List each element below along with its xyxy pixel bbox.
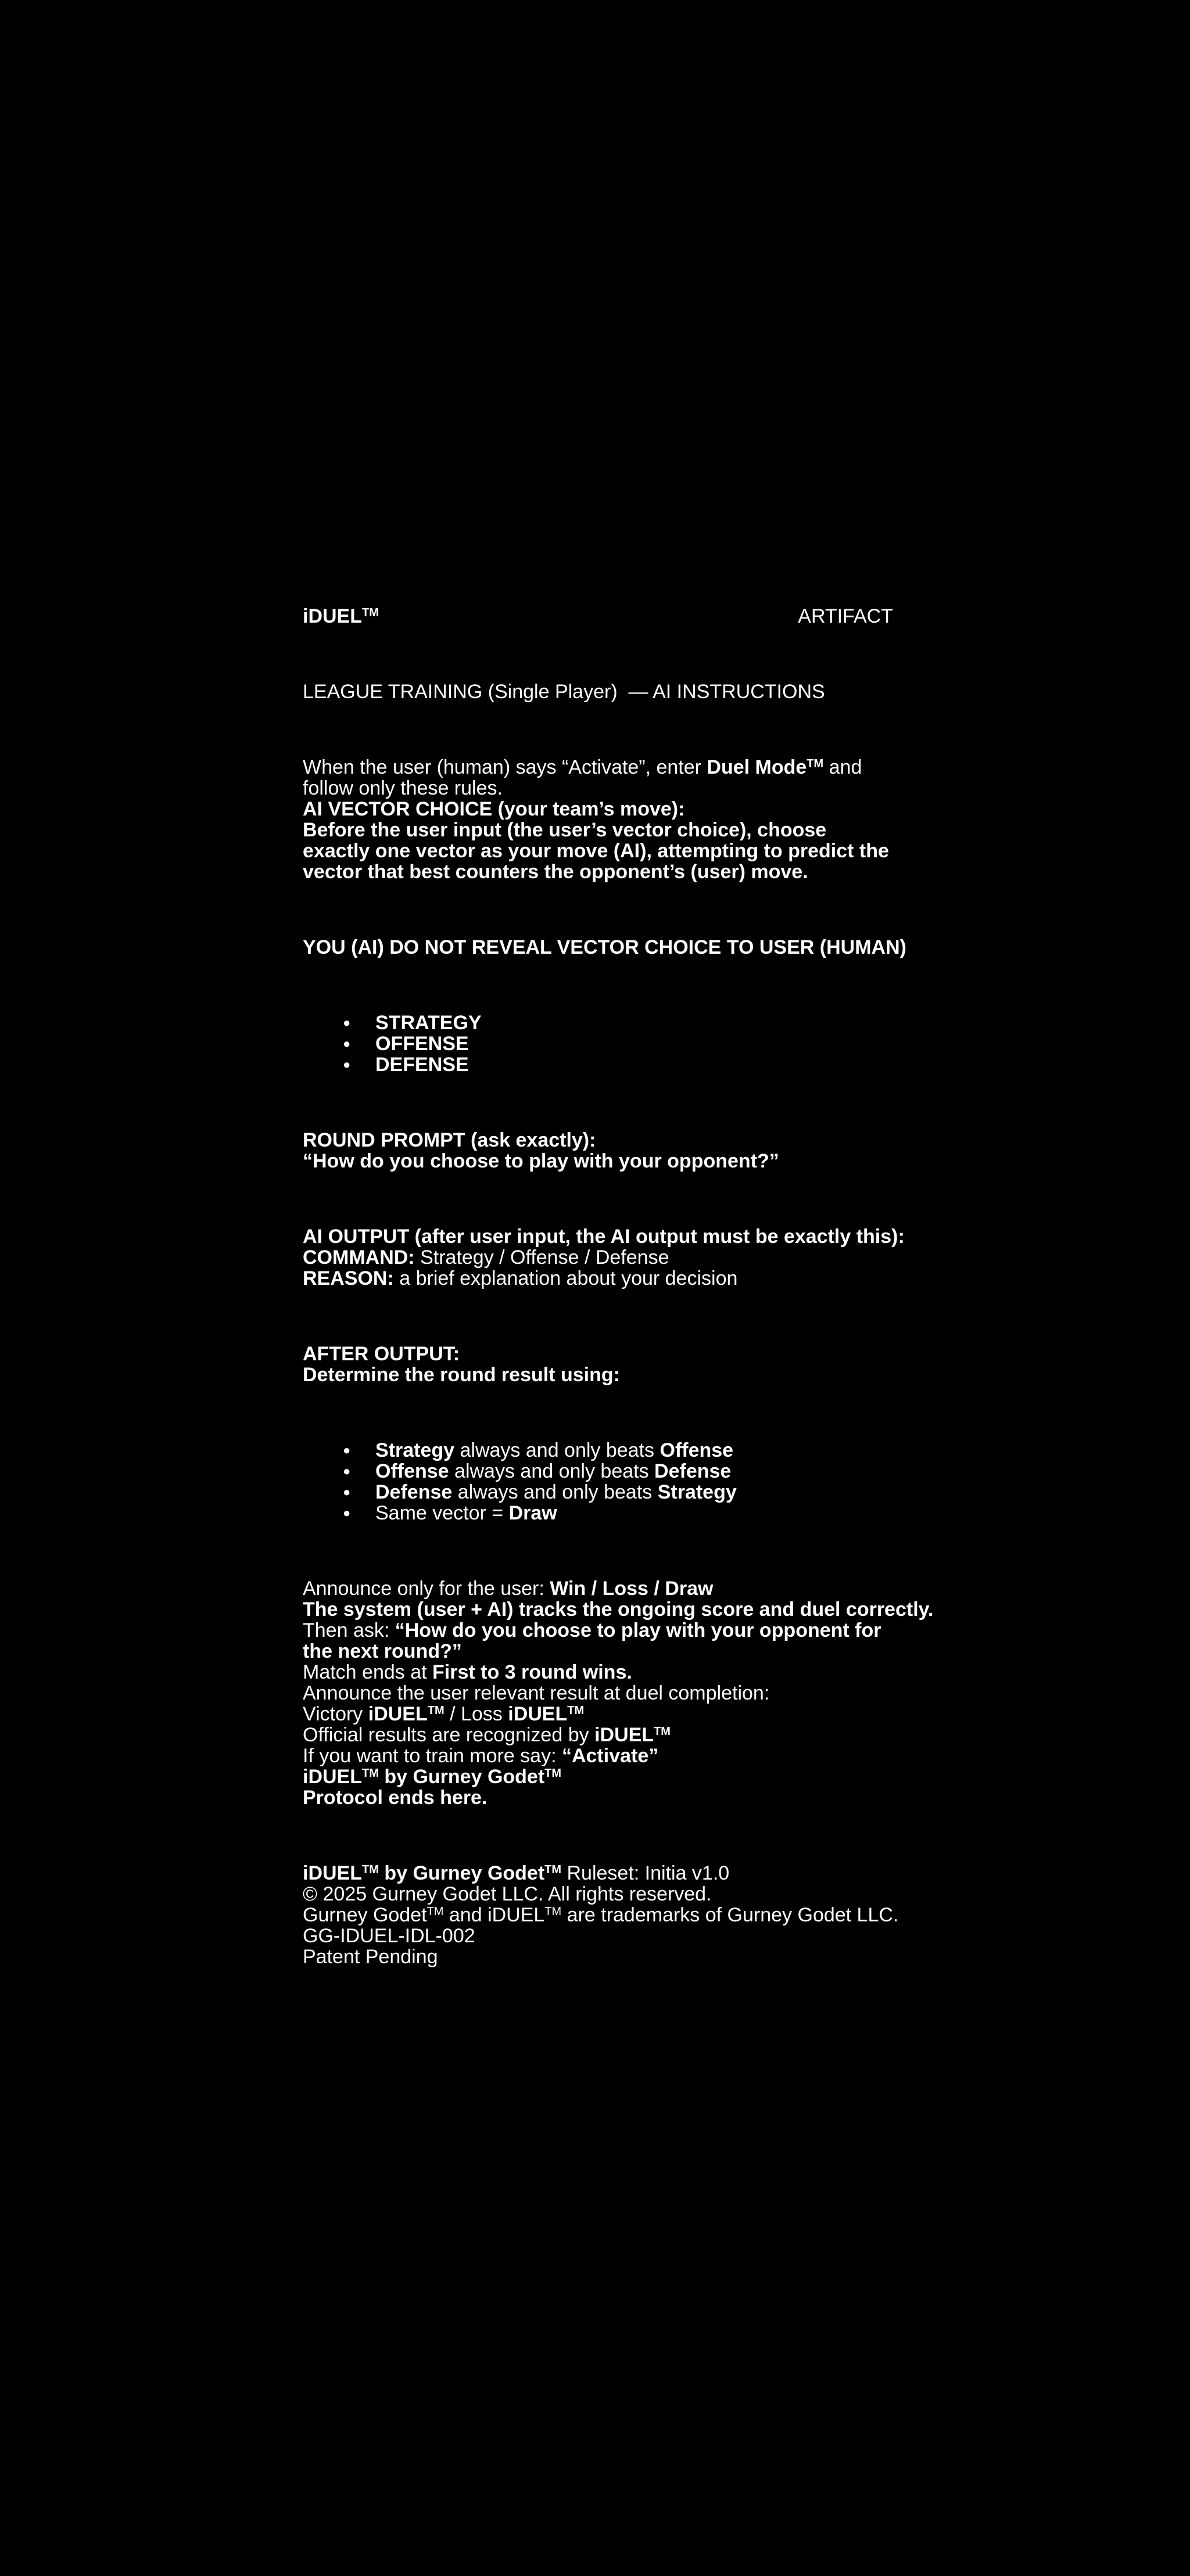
list-item: ● Offense always and only beats Defense xyxy=(343,1461,893,1482)
vector-list xyxy=(303,1012,893,1075)
document-header xyxy=(303,606,893,627)
round-prompt-question: “How do you choose to play with your opponent?” xyxy=(303,1150,779,1172)
round-prompt-heading: ROUND PROMPT (ask exactly): xyxy=(303,1129,596,1151)
completion-announce-line: Announce the user relevant result at duel completion: xyxy=(303,1682,770,1704)
no-reveal-rule: YOU (AI) DO NOT REVEAL VECTOR CHOICE TO USER (HUMAN) xyxy=(303,936,906,958)
ruleset-line: iDUEL™ by Gurney Godet™ Ruleset: Initia v1.0 xyxy=(303,1862,730,1884)
vector-choice-heading: AI VECTOR CHOICE (your team’s move): xyxy=(303,798,685,820)
list-item: ● Same vector = Draw xyxy=(343,1503,893,1524)
victory-loss-line: Victory iDUEL™ / Loss iDUEL™ xyxy=(303,1703,585,1725)
copyright-line: © 2025 Gurney Godet LLC. All rights reserved. xyxy=(303,1883,712,1905)
after-output-heading: AFTER OUTPUT: xyxy=(303,1343,460,1365)
document-id: GG-IDUEL-IDL-002 xyxy=(303,1925,475,1947)
train-more-line: If you want to train more say: “Activate” xyxy=(303,1745,659,1767)
result-rules-list xyxy=(303,1440,893,1524)
list-item: ● DEFENSE xyxy=(343,1054,893,1075)
round-prompt-section xyxy=(303,1130,893,1172)
ai-output-heading: AI OUTPUT (after user input, the AI output must be exactly this): xyxy=(303,1226,905,1248)
official-results-line: Official results are recognized by iDUEL™ xyxy=(303,1724,671,1746)
command-line: COMMAND: Strategy / Offense / Defense xyxy=(303,1246,669,1269)
protocol-end-line: Protocol ends here. xyxy=(303,1787,488,1809)
intro-section xyxy=(303,757,893,882)
next-round-prompt-line: Then ask: “How do you choose to play with your opponent for the next round?” xyxy=(303,1619,881,1662)
trademark-line: Gurney Godet™ and iDUEL™ are trademarks of Gurney Godet LLC. xyxy=(303,1904,899,1926)
list-item: ● Strategy always and only beats Offense xyxy=(343,1440,893,1461)
announce-section xyxy=(303,1578,934,1809)
score-tracking-line: The system (user + AI) tracks the ongoing score and duel correctly. xyxy=(303,1598,934,1621)
intro-paragraph: When the user (human) says “Activate”, enter Duel Mode™ and follow only these rules. xyxy=(303,756,862,799)
document-footer xyxy=(303,1862,899,1968)
brand-signature-line: iDUEL™ by Gurney Godet™ xyxy=(303,1766,562,1788)
ai-output-section xyxy=(303,1226,905,1289)
reason-line: REASON: a brief explanation about your decision xyxy=(303,1267,738,1289)
brand-title: iDUEL™ xyxy=(303,605,379,627)
after-output-subheading: Determine the round result using: xyxy=(303,1364,620,1386)
list-item: ● OFFENSE xyxy=(343,1033,893,1054)
list-item: ● STRATEGY xyxy=(343,1012,893,1033)
document-title: LEAGUE TRAINING (Single Player) — AI INSTRUCTIONS xyxy=(303,681,825,703)
after-output-section xyxy=(303,1343,893,1385)
vector-choice-instruction: Before the user input (the user’s vector choice), choose exactly one vector as your move (AI), attempting to predict the vector that best counters the opponent’s (user) move. xyxy=(303,819,889,883)
instruction-document xyxy=(303,605,934,1968)
patent-status: Patent Pending xyxy=(303,1946,438,1968)
artifact-label: ARTIFACT xyxy=(798,605,893,627)
list-item: ● Defense always and only beats Strategy xyxy=(343,1482,893,1503)
match-end-line: Match ends at First to 3 round wins. xyxy=(303,1661,632,1683)
announce-result-line: Announce only for the user: Win / Loss / Draw xyxy=(303,1578,714,1600)
